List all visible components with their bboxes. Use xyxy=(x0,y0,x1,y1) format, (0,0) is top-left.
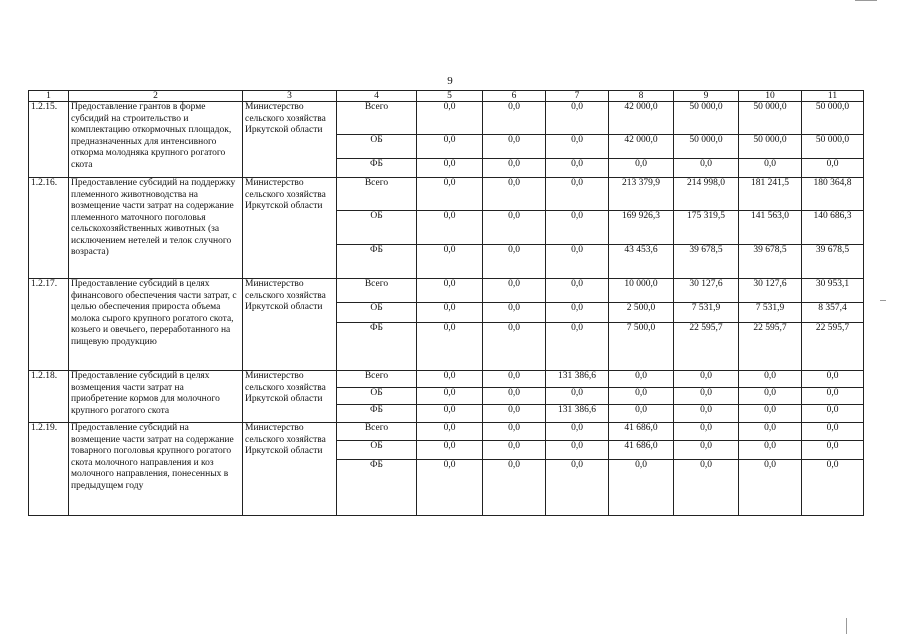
item-number: 1.2.17. xyxy=(29,279,69,371)
amount-cell: 50 000,0 xyxy=(674,102,739,135)
amount-cell: 0,0 xyxy=(483,303,546,323)
amount-cell: 50 000,0 xyxy=(802,102,864,135)
amount-cell: 42 000,0 xyxy=(609,135,674,159)
amount-cell: 141 563,0 xyxy=(739,211,802,245)
amount-cell: 213 379,9 xyxy=(609,178,674,211)
amount-cell: 0,0 xyxy=(483,423,546,441)
amount-cell: 0,0 xyxy=(417,423,483,441)
item-executor: Министерство сельского хозяйства Иркутской области xyxy=(243,178,337,279)
funding-source: ФБ xyxy=(337,245,417,279)
amount-cell: 0,0 xyxy=(417,371,483,388)
amount-cell: 214 998,0 xyxy=(674,178,739,211)
amount-cell: 0,0 xyxy=(674,441,739,460)
amount-cell: 0,0 xyxy=(609,405,674,423)
funding-source: ФБ xyxy=(337,460,417,516)
header-cell: 1 xyxy=(29,91,69,102)
funding-source: Всего xyxy=(337,423,417,441)
amount-cell: 0,0 xyxy=(802,423,864,441)
amount-cell: 0,0 xyxy=(483,388,546,405)
amount-cell: 0,0 xyxy=(674,371,739,388)
item-name: Предоставление субсидий в целях возмещения части затрат на приобретение кормов для молочного крупного рогатого скота xyxy=(69,371,243,423)
funding-source: ОБ xyxy=(337,135,417,159)
amount-cell: 0,0 xyxy=(674,159,739,178)
amount-cell: 39 678,5 xyxy=(739,245,802,279)
table-row xyxy=(29,423,864,441)
amount-cell: 0,0 xyxy=(609,159,674,178)
header-cell: 4 xyxy=(337,91,417,102)
amount-cell: 0,0 xyxy=(802,405,864,423)
table-row xyxy=(29,102,864,135)
amount-cell: 50 000,0 xyxy=(739,102,802,135)
amount-cell: 0,0 xyxy=(417,323,483,371)
amount-cell: 41 686,0 xyxy=(609,423,674,441)
amount-cell: 39 678,5 xyxy=(802,245,864,279)
amount-cell: 30 127,6 xyxy=(674,279,739,303)
amount-cell: 7 500,0 xyxy=(609,323,674,371)
scan-speck xyxy=(880,300,886,301)
funding-source: ФБ xyxy=(337,405,417,423)
amount-cell: 22 595,7 xyxy=(739,323,802,371)
amount-cell: 180 364,8 xyxy=(802,178,864,211)
amount-cell: 30 127,6 xyxy=(739,279,802,303)
amount-cell: 0,0 xyxy=(546,102,609,135)
amount-cell: 0,0 xyxy=(546,388,609,405)
amount-cell: 0,0 xyxy=(546,423,609,441)
item-number: 1.2.18. xyxy=(29,371,69,423)
header-cell: 8 xyxy=(609,91,674,102)
amount-cell: 0,0 xyxy=(674,423,739,441)
amount-cell: 0,0 xyxy=(609,388,674,405)
item-name: Предоставление субсидий в целях финансового обеспечения части затрат, с целью обеспечения прироста объема молока сырого крупного рогатого скота, козьего и овечьего, переработанного на пищевую продукцию xyxy=(69,279,243,371)
scan-speck xyxy=(855,0,877,1)
amount-cell: 0,0 xyxy=(417,279,483,303)
amount-cell: 0,0 xyxy=(674,388,739,405)
amount-cell: 0,0 xyxy=(417,178,483,211)
amount-cell: 0,0 xyxy=(739,388,802,405)
amount-cell: 131 386,6 xyxy=(546,371,609,388)
header-cell: 5 xyxy=(417,91,483,102)
amount-cell: 8 357,4 xyxy=(802,303,864,323)
amount-cell: 39 678,5 xyxy=(674,245,739,279)
amount-cell: 0,0 xyxy=(483,441,546,460)
amount-cell: 0,0 xyxy=(417,388,483,405)
item-number: 1.2.19. xyxy=(29,423,69,516)
amount-cell: 0,0 xyxy=(483,460,546,516)
amount-cell: 0,0 xyxy=(546,178,609,211)
amount-cell: 0,0 xyxy=(483,135,546,159)
item-name: Предоставление грантов в форме субсидий на строительство и комплектацию откормочных площадок, предназначенных для интенсивного откорма молодняка крупного рогатого скота xyxy=(69,102,243,178)
header-cell: 10 xyxy=(739,91,802,102)
amount-cell: 0,0 xyxy=(417,405,483,423)
amount-cell: 131 386,6 xyxy=(546,405,609,423)
amount-cell: 0,0 xyxy=(483,371,546,388)
funding-source: ОБ xyxy=(337,303,417,323)
funding-source: Всего xyxy=(337,102,417,135)
amount-cell: 0,0 xyxy=(483,245,546,279)
amount-cell: 30 953,1 xyxy=(802,279,864,303)
item-executor: Министерство сельского хозяйства Иркутской области xyxy=(243,102,337,178)
header-cell: 6 xyxy=(483,91,546,102)
amount-cell: 0,0 xyxy=(674,460,739,516)
header-cell: 3 xyxy=(243,91,337,102)
amount-cell: 0,0 xyxy=(417,159,483,178)
amount-cell: 0,0 xyxy=(417,211,483,245)
amount-cell: 0,0 xyxy=(483,159,546,178)
amount-cell: 0,0 xyxy=(802,460,864,516)
budget-table xyxy=(28,90,864,516)
amount-cell: 0,0 xyxy=(546,323,609,371)
amount-cell: 0,0 xyxy=(739,423,802,441)
funding-source: ФБ xyxy=(337,323,417,371)
amount-cell: 50 000,0 xyxy=(674,135,739,159)
item-name: Предоставление субсидий на возмещение части затрат на содержание товарного поголовья крупного рогатого скота молочного направления и коз молочного направления, понесенных в предыдущем году xyxy=(69,423,243,516)
amount-cell: 10 000,0 xyxy=(609,279,674,303)
amount-cell: 0,0 xyxy=(609,371,674,388)
funding-source: Всего xyxy=(337,371,417,388)
amount-cell: 181 241,5 xyxy=(739,178,802,211)
scan-speck xyxy=(846,618,847,634)
funding-source: ОБ xyxy=(337,388,417,405)
amount-cell: 0,0 xyxy=(417,441,483,460)
amount-cell: 42 000,0 xyxy=(609,102,674,135)
funding-source: ФБ xyxy=(337,159,417,178)
amount-cell: 7 531,9 xyxy=(739,303,802,323)
amount-cell: 175 319,5 xyxy=(674,211,739,245)
amount-cell: 0,0 xyxy=(609,460,674,516)
amount-cell: 0,0 xyxy=(417,303,483,323)
table-row xyxy=(29,371,864,388)
amount-cell: 0,0 xyxy=(546,441,609,460)
amount-cell: 43 453,6 xyxy=(609,245,674,279)
header-cell: 9 xyxy=(674,91,739,102)
header-cell: 2 xyxy=(69,91,243,102)
amount-cell: 0,0 xyxy=(417,135,483,159)
amount-cell: 0,0 xyxy=(546,211,609,245)
amount-cell: 22 595,7 xyxy=(802,323,864,371)
amount-cell: 0,0 xyxy=(546,159,609,178)
amount-cell: 0,0 xyxy=(483,323,546,371)
header-cell: 11 xyxy=(802,91,864,102)
item-executor: Министерство сельского хозяйства Иркутской области xyxy=(243,423,337,516)
amount-cell: 0,0 xyxy=(483,102,546,135)
amount-cell: 0,0 xyxy=(546,279,609,303)
amount-cell: 50 000,0 xyxy=(739,135,802,159)
amount-cell: 169 926,3 xyxy=(609,211,674,245)
amount-cell: 0,0 xyxy=(546,245,609,279)
item-number: 1.2.15. xyxy=(29,102,69,178)
amount-cell: 0,0 xyxy=(417,245,483,279)
amount-cell: 0,0 xyxy=(483,405,546,423)
amount-cell: 0,0 xyxy=(739,405,802,423)
amount-cell: 41 686,0 xyxy=(609,441,674,460)
item-name: Предоставление субсидий на поддержку племенного животноводства на возмещение части затрат на содержание племенного маточного поголовья сельскохозяйственных животных (за исключением нетелей и телок случного возраста) xyxy=(69,178,243,279)
amount-cell: 50 000,0 xyxy=(802,135,864,159)
amount-cell: 0,0 xyxy=(483,279,546,303)
funding-source: ОБ xyxy=(337,211,417,245)
table-row xyxy=(29,178,864,211)
amount-cell: 0,0 xyxy=(546,460,609,516)
amount-cell: 0,0 xyxy=(802,441,864,460)
amount-cell: 0,0 xyxy=(417,102,483,135)
amount-cell: 0,0 xyxy=(483,178,546,211)
amount-cell: 0,0 xyxy=(483,211,546,245)
amount-cell: 0,0 xyxy=(739,371,802,388)
amount-cell: 7 531,9 xyxy=(674,303,739,323)
amount-cell: 0,0 xyxy=(546,135,609,159)
amount-cell: 0,0 xyxy=(802,371,864,388)
header-row xyxy=(29,91,864,102)
amount-cell: 140 686,3 xyxy=(802,211,864,245)
amount-cell: 0,0 xyxy=(739,159,802,178)
funding-source: Всего xyxy=(337,279,417,303)
amount-cell: 0,0 xyxy=(417,460,483,516)
amount-cell: 0,0 xyxy=(802,388,864,405)
amount-cell: 0,0 xyxy=(546,303,609,323)
table-row xyxy=(29,279,864,303)
item-executor: Министерство сельского хозяйства Иркутской области xyxy=(243,371,337,423)
amount-cell: 0,0 xyxy=(802,159,864,178)
funding-source: Всего xyxy=(337,178,417,211)
amount-cell: 22 595,7 xyxy=(674,323,739,371)
item-executor: Министерство сельского хозяйства Иркутской области xyxy=(243,279,337,371)
amount-cell: 0,0 xyxy=(674,405,739,423)
amount-cell: 2 500,0 xyxy=(609,303,674,323)
header-cell: 7 xyxy=(546,91,609,102)
amount-cell: 0,0 xyxy=(739,460,802,516)
page-number: 9 xyxy=(447,75,453,87)
amount-cell: 0,0 xyxy=(739,441,802,460)
funding-source: ОБ xyxy=(337,441,417,460)
item-number: 1.2.16. xyxy=(29,178,69,279)
